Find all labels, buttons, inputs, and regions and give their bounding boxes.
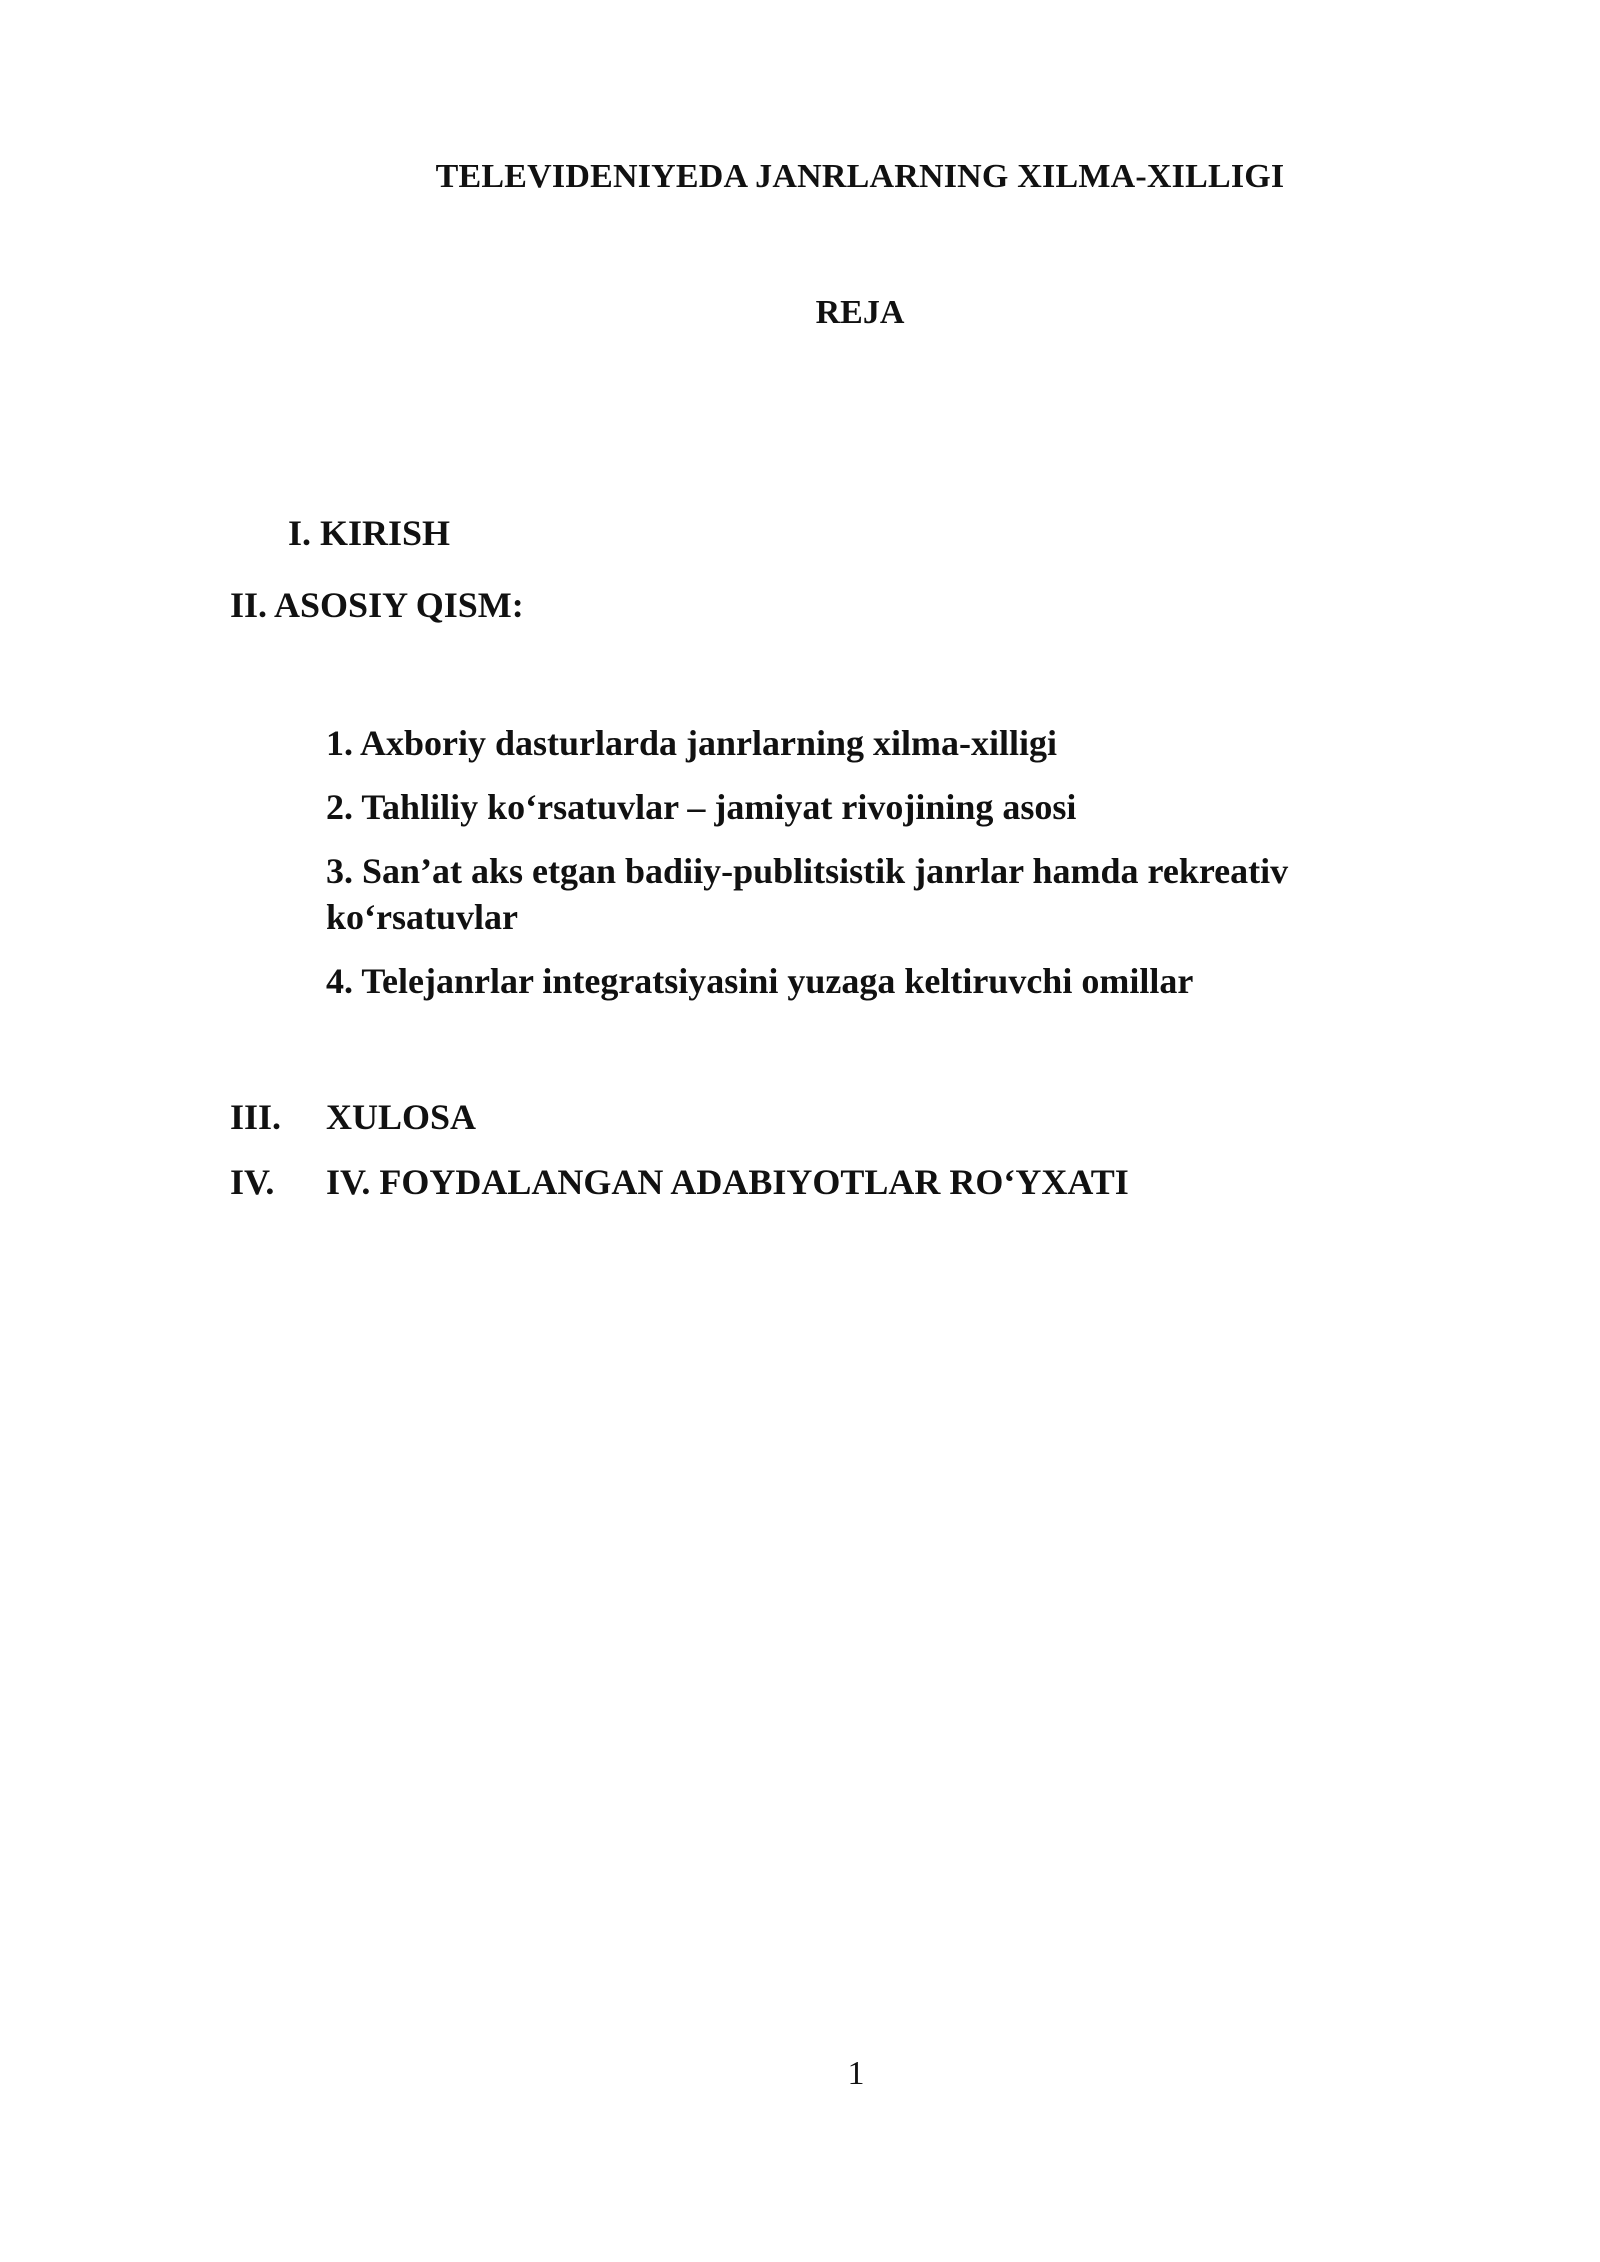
section-references (230, 1161, 1129, 1203)
section-number: III. (230, 1097, 282, 1137)
plan-heading: REJA (815, 294, 905, 331)
section-label: XULOSA (326, 1097, 477, 1137)
list-item: 3. San’at aks etgan badiiy-publitsistik janrlar hamda rekreativ ko‘rsatuvlar (326, 851, 1289, 937)
page-number: 1 (847, 2055, 865, 2092)
section-intro: I. KIRISH (288, 513, 451, 553)
section-conclusion (230, 1096, 476, 1138)
section-number: IV. (230, 1162, 275, 1202)
document-title: TELEVIDENIYEDA JANRLARNING XILMA-XILLIGI (435, 158, 1285, 195)
list-item: 2. Tahliliy ko‘rsatuvlar – jamiyat rivojining asosi (326, 787, 1077, 827)
main-section-list (326, 720, 1366, 1022)
list-item: 4. Telejanrlar integratsiyasini yuzaga keltiruvchi omillar (326, 961, 1194, 1001)
section-label: IV. FOYDALANGAN ADABIYOTLAR RO‘YXATI (326, 1162, 1129, 1202)
section-main: II. ASOSIY QISM: (230, 585, 524, 625)
list-item: 1. Axboriy dasturlarda janrlarning xilma-xilligi (326, 723, 1058, 763)
